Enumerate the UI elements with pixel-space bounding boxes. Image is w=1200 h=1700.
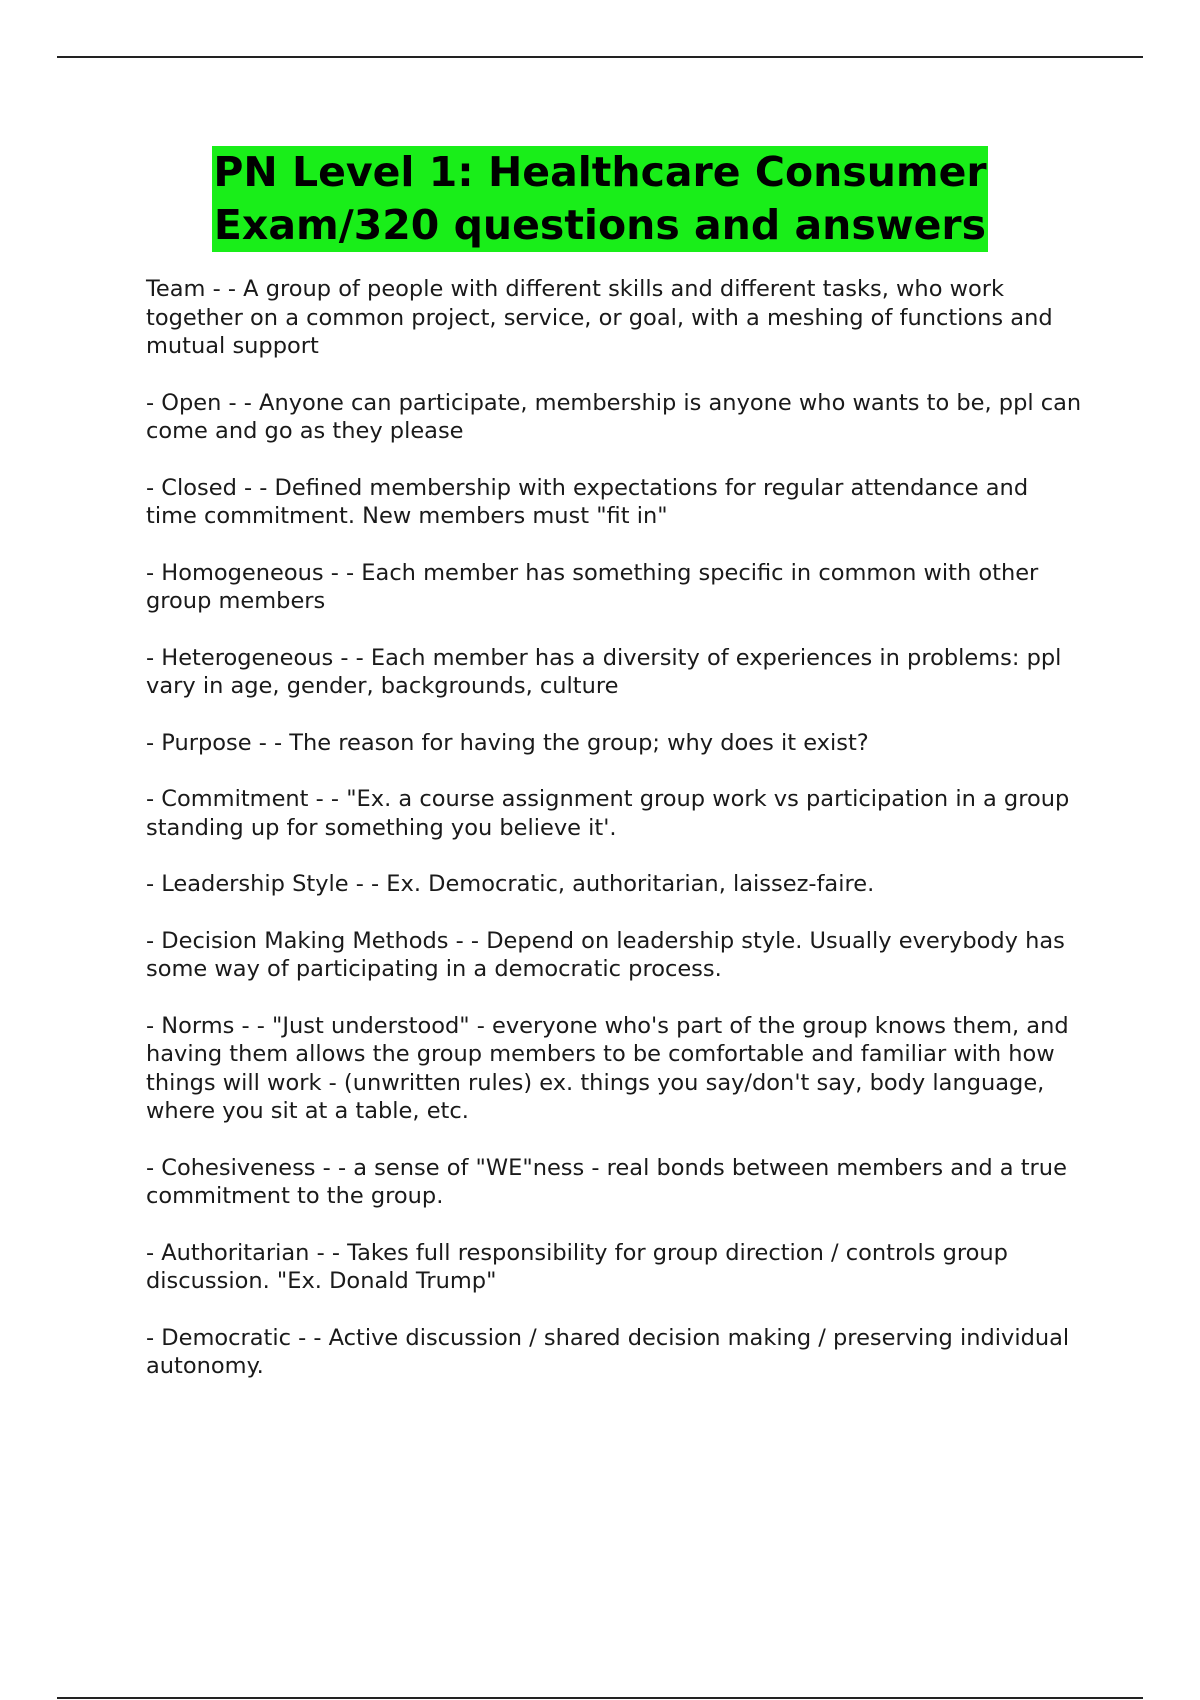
- qa-entry: Team - - A group of people with different skills and different tasks, who work together on a common project, service, or goal, with a meshing of functions and mutual support: [146, 276, 1053, 359]
- qa-entry: - Commitment - - "Ex. a course assignment group work vs participation in a group standing up for something you believe it'.: [146, 786, 1070, 841]
- title-line-1: PN Level 1: Healthcare Consumer: [213, 148, 987, 196]
- qa-entry: - Decision Making Methods - - Depend on leadership style. Usually everybody has some way of participating in a democratic process.: [146, 927, 1065, 982]
- qa-entry: - Homogeneous - - Each member has something specific in common with other group members: [146, 559, 1039, 614]
- qa-entry: - Purpose - - The reason for having the group; why does it exist?: [146, 729, 869, 756]
- qa-list: [146, 275, 1086, 1409]
- qa-entry: - Leadership Style - - Ex. Democratic, authoritarian, laissez-faire.: [146, 871, 875, 897]
- qa-entry: - Authoritarian - - Takes full responsibility for group direction / controls group discussion. "Ex. Donald Trump": [146, 1239, 1008, 1294]
- title-block: [0, 146, 1200, 252]
- qa-entry: - Open - - Anyone can participate, membership is anyone who wants to be, ppl can come and go as they please: [146, 389, 1082, 444]
- qa-entry: - Cohesiveness - - a sense of "WE"ness - real bonds between members and a true commitment to the group.: [146, 1154, 1067, 1209]
- qa-entry: - Norms - - "Just understood" - everyone who's part of the group knows them, and having them allows the group members to be comfortable and familiar with how things will work - (unwritten rules) ex. things you say/don't say, body language, where you sit at a table, etc.: [146, 1012, 1069, 1124]
- page-title: [212, 146, 987, 252]
- qa-entry: - Democratic - - Active discussion / shared decision making / preserving individual autonomy.: [146, 1324, 1070, 1379]
- header-rule: [57, 56, 1143, 58]
- qa-entry: - Heterogeneous - - Each member has a diversity of experiences in problems: ppl vary in age, gender, backgrounds, culture: [146, 644, 1062, 699]
- title-line-2: Exam/320 questions and answers: [213, 201, 987, 249]
- qa-entry: - Closed - - Defined membership with expectations for regular attendance and time commitment. New members must "fit in": [146, 474, 1029, 529]
- footer-rule: [57, 1697, 1143, 1699]
